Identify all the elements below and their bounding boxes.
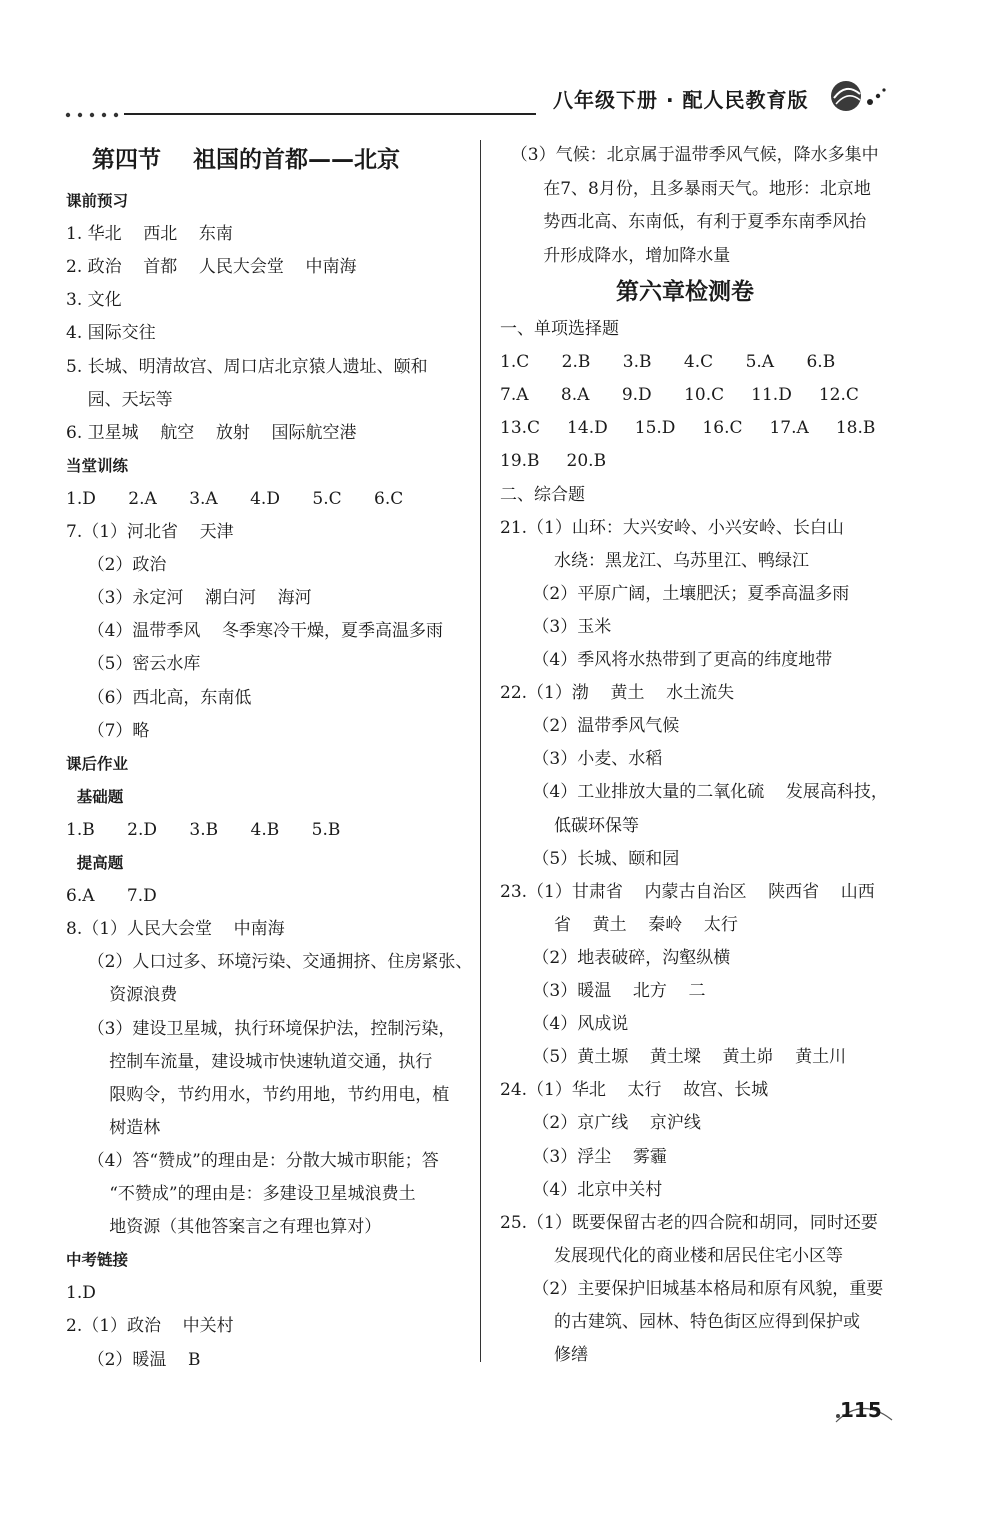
left-line: 树造林 (66, 1117, 161, 1138)
right-line: 21.（1）山环：大兴安岭、小兴安岭、长白山 (500, 517, 844, 538)
right-line: 23.（1）甘肃省 内蒙古自治区 陕西省 山西 (500, 881, 875, 902)
left-line: 限购令，节约用水，节约用地，节约用电，植 (66, 1084, 450, 1105)
right-line: 省 黄土 秦岭 太行 (500, 914, 738, 935)
right-line: （4）风成说 (500, 1014, 629, 1035)
right-top-line: 在7、8月份，且多暴雨天气。地形：北京地 (500, 178, 871, 199)
right-line: （5）长城、颐和园 (500, 848, 680, 869)
header-rule (124, 113, 536, 115)
left-line: 8.（1）人民大会堂 中南海 (66, 919, 285, 940)
header-dots-ornament (64, 110, 124, 120)
left-line: 1.D 2.A 3.A 4.D 5.C 6.C (66, 488, 404, 509)
right-line: 7.A 8.A 9.D 10.C 11.D 12.C (500, 385, 859, 406)
chapter-test-title: 第六章检测卷 (616, 279, 754, 305)
left-line: （2）政治 (66, 555, 167, 576)
left-line: （5）密云水库 (66, 654, 201, 675)
left-line: （2）暖温 B (66, 1349, 201, 1370)
right-line: 发展现代化的商业楼和居民住宅小区等 (500, 1245, 844, 1266)
right-line: 水绕：黑龙江、乌苏里江、鸭绿江 (500, 550, 810, 571)
left-line: （7）略 (66, 720, 150, 741)
left-heading: 当堂训练 (66, 456, 129, 475)
left-line: 地资源（其他答案言之有理也算对） (66, 1217, 382, 1238)
left-line: 3. 文化 (66, 290, 122, 311)
left-heading: 基础题 (66, 787, 124, 806)
left-line: 园、天坛等 (66, 389, 173, 410)
left-line: 2.（1）政治 中关村 (66, 1316, 234, 1337)
left-heading: 提高题 (66, 854, 124, 872)
right-line: 22.（1）渤 黄土 水土流失 (500, 683, 735, 704)
right-line: 低碳环保等 (500, 815, 640, 836)
right-line: 24.（1）华北 太行 故宫、长城 (500, 1080, 769, 1101)
left-line: （4）答“赞成”的理由是：分散大城市职能；答 (66, 1150, 439, 1171)
left-heading: 课前预习 (66, 192, 129, 210)
left-line: “不赞成”的理由是：多建设卫星城浪费土 (66, 1184, 416, 1204)
right-top-line: 升形成降水，增加降水量 (500, 245, 731, 266)
right-line: 的古建筑、园林、特色街区应得到保护或 (500, 1312, 861, 1332)
left-heading: 中考链接 (66, 1251, 129, 1270)
left-line: 5. 长城、明清故宫、周口店北京猿人遗址、颐和 (66, 356, 428, 377)
right-line: （3）浮尘 雾霾 (500, 1146, 667, 1167)
left-line: （6）西北高，东南低 (66, 687, 252, 708)
left-line: 1.D (66, 1283, 96, 1304)
right-line: （2）京广线 京沪线 (500, 1113, 701, 1134)
right-top-line: （3）气候：北京属于温带季风气候，降水多集中 (500, 145, 879, 165)
left-line: （2）人口过多、环境污染、交通拥挤、住房紧张、 (66, 952, 473, 973)
right-line: （2）主要保护旧城基本格局和原有风貌，重要 (500, 1278, 884, 1299)
left-line: 1. 华北 西北 东南 (66, 224, 233, 245)
left-line: 资源浪费 (66, 985, 178, 1006)
right-line: （2）地表破碎，沟壑纵横 (500, 947, 731, 968)
section-title: 第四节 祖国的首都——北京 (92, 147, 401, 173)
column-divider (480, 140, 481, 1362)
right-line: （4）北京中关村 (500, 1179, 663, 1200)
left-line: （3）永定河 潮白河 海河 (66, 588, 312, 609)
left-line: 1.B 2.D 3.B 4.B 5.B (66, 819, 341, 840)
right-line: （3）小麦、水稻 (500, 749, 663, 770)
left-line: 2. 政治 首都 人民大会堂 中南海 (66, 257, 357, 278)
left-heading: 课后作业 (66, 754, 129, 773)
left-line: 控制车流量，建设城市快速轨道交通，执行 (66, 1051, 433, 1072)
right-line: 19.B 20.B (500, 451, 607, 472)
left-line: 7.（1）河北省 天津 (66, 522, 234, 542)
right-line: （5）黄土塬 黄土墚 黄土峁 黄土川 (500, 1047, 847, 1068)
page-number: 115 (840, 1398, 882, 1422)
right-line: （2）平原广阔，土壤肥沃；夏季高温多雨 (500, 583, 850, 604)
left-line: （4）温带季风 冬季寒冷干燥，夏季高温多雨 (66, 621, 444, 642)
left-line: 4. 国际交往 (66, 323, 156, 344)
right-line: （2）温带季风气候 (500, 716, 680, 737)
swirl-logo-icon (826, 76, 888, 116)
right-line: 25.（1）既要保留古老的四合院和胡同，同时还要 (500, 1212, 878, 1233)
right-line: 一、单项选择题 (500, 319, 619, 339)
right-line: （4）季风将水热带到了更高的纬度地带 (500, 650, 833, 670)
right-line: 13.C 14.D 15.D 16.C 17.A 18.B (500, 418, 876, 439)
right-top-line: 势西北高、东南低，有利于夏季东南季风抬 (500, 212, 867, 232)
right-line: 1.C 2.B 3.B 4.C 5.A 6.B (500, 352, 836, 373)
right-line: （3）玉米 (500, 616, 612, 637)
running-header-title: 八年级下册 · 配人民教育版 (553, 88, 809, 112)
right-line: （3）暖温 北方 二 (500, 981, 706, 1001)
left-line: 6. 卫星城 航空 放射 国际航空港 (66, 422, 357, 443)
right-line: 二、综合题 (500, 484, 585, 505)
right-line: 修缮 (500, 1345, 589, 1366)
right-line: （4）工业排放大量的二氧化硫 发展高科技， (500, 782, 888, 803)
left-line: 6.A 7.D (66, 886, 157, 907)
left-line: （3）建设卫星城，执行环境保护法，控制污染， (66, 1018, 456, 1039)
